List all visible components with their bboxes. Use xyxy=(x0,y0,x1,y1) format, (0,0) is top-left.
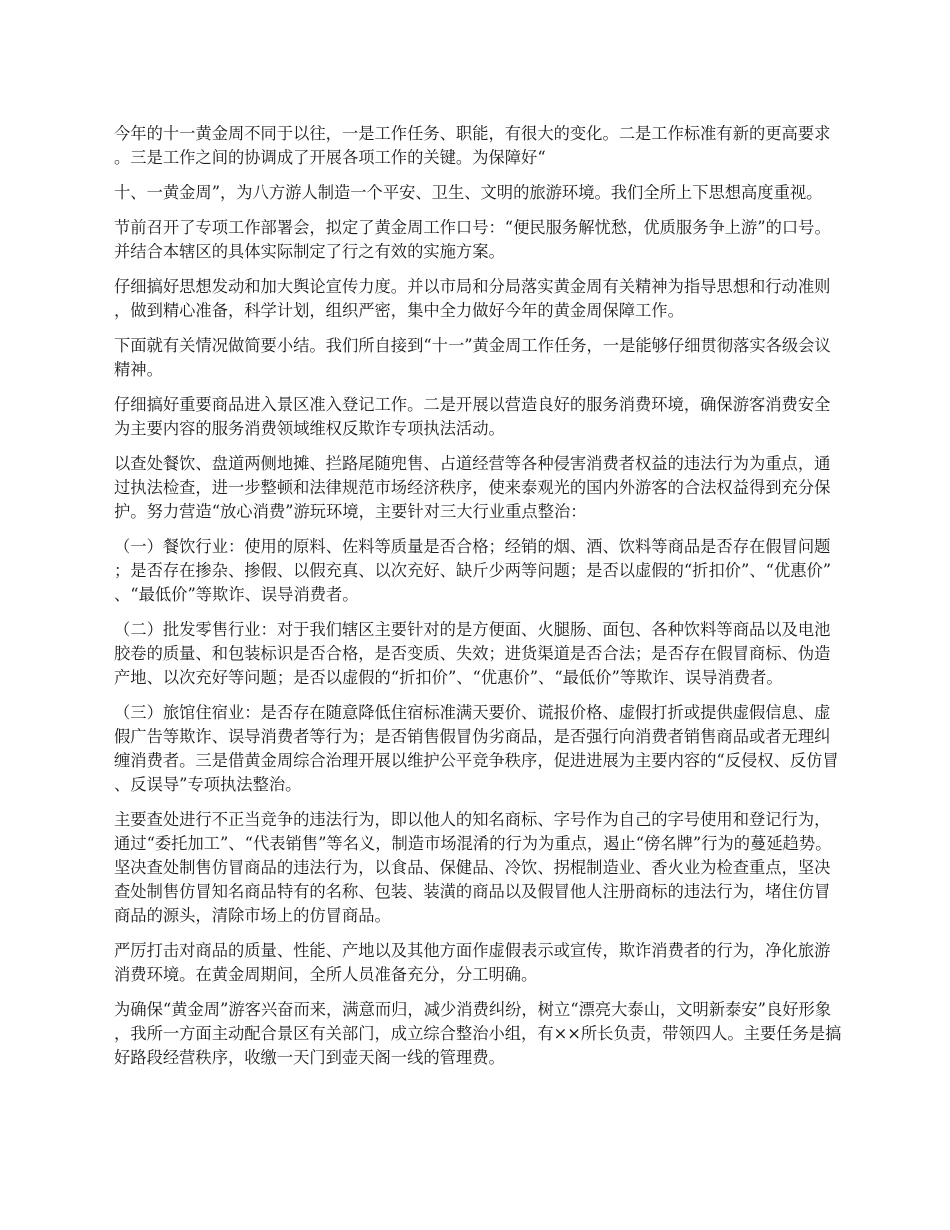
paragraph: 严厉打击对商品的质量、性能、产地以及其他方面作虚假表示或宣传，欺诈消费者的行为，净化旅游消费环境。在黄金周期间，全所人员准备充分，分工明确。 xyxy=(114,941,831,984)
paragraph: 节前召开了专项工作部署会，拟定了黄金周工作口号：“便民服务解忧愁，优质服务争上游”的口号。并结合本辖区的具体实际制定了行之有效的实施方案。 xyxy=(114,218,831,261)
paragraph: 下面就有关情况做简要小结。我们所自接到“十一”黄金周工作任务，一是能够仔细贯彻落实各级会议精神。 xyxy=(114,336,831,379)
paragraph: 十、一黄金周”，为八方游人制造一个平安、卫生、文明的旅游环境。我们全所上下思想高度重视。 xyxy=(114,183,823,202)
paragraph: 仔细搞好重要商品进入景区准入登记工作。二是开展以营造良好的服务消费环境，确保游客消费安全为主要内容的服务消费领域维权反欺诈专项执法活动。 xyxy=(114,395,831,438)
paragraph: （二）批发零售行业：对于我们辖区主要针对的是方便面、火腿肠、面包、各种饮料等商品以及电池胶卷的质量、和包装标识是否合格，是否变质、失效；进货渠道是否合法；是否存在假冒商标、伪造产地、以次充好等问题；是否以虚假的“折扣价”、“优惠价”、“最低价”等欺诈、误导消费者。 xyxy=(114,620,831,687)
paragraph: 仔细搞好思想发动和加大舆论宣传力度。并以市局和分局落实黄金周有关精神为指导思想和行动准则，做到精心准备，科学计划，组织严密，集中全力做好今年的黄金周保障工作。 xyxy=(114,277,831,320)
paragraph: 为确保“黄金周”游客兴奋而来，满意而归，减少消费纠纷，树立“漂亮大泰山，文明新泰安”良好形象，我所一方面主动配合景区有关部门，成立综合整治小组，有××所长负责，带领四人。主要任务是搞好路段经营秩序，收缴一天门到壶天阁一线的管理费。 xyxy=(114,1000,842,1067)
paragraph: 今年的十一黄金周不同于以往，一是工作任务、职能，有很大的变化。二是工作标准有新的更高要求。三是工作之间的协调成了开展各项工作的关键。为保障好“ xyxy=(114,124,831,167)
document-body xyxy=(114,122,842,1081)
paragraph: 主要查处进行不正当竞争的违法行为，即以他人的知名商标、字号作为自己的字号使用和登记行为，通过“委托加工”、“代表销售”等名义，制造市场混淆的行为为重点，遏止“傍名牌”行为的蔓延趋势。坚决查处制售仿冒商品的违法行为，以食品、保健品、冷饮、拐棍制造业、香火业为检查重点，坚决查处制售仿冒知名商品特有的名称、包装、装潢的商品以及假冒他人注册商标的违法行为，堵住仿冒商品的源头，清除市场上的仿冒商品。 xyxy=(114,810,832,925)
paragraph: 以查处餐饮、盘道两侧地摊、拦路尾随兜售、占道经营等各种侵害消费者权益的违法行为为重点，通过执法检查，进一步整顿和法律规范市场经济秩序，使来泰观光的国内外游客的合法权益得到充分保护。努力营造“放心消费”游玩环境，主要针对三大行业重点整治： xyxy=(114,454,831,521)
paragraph: （三）旅馆住宿业：是否存在随意降低住宿标准满天要价、谎报价格、虚假打折或提供虚假信息、虚假广告等欺诈、误导消费者等行为；是否销售假冒伪劣商品，是否强行向消费者销售商品或者无理纠缠消费者。三是借黄金周综合治理开展以维护公平竞争秩序，促进进展为主要内容的“反侵权、反仿冒、反误导”专项执法整治。 xyxy=(114,703,839,794)
paragraph: （一）餐饮行业：使用的原料、佐料等质量是否合格；经销的烟、酒、饮料等商品是否存在假冒问题；是否存在掺杂、掺假、以假充真、以次充好、缺斤少两等问题；是否以虚假的“折扣价”、“优惠价”、“最低价”等欺诈、误导消费者。 xyxy=(114,537,832,604)
